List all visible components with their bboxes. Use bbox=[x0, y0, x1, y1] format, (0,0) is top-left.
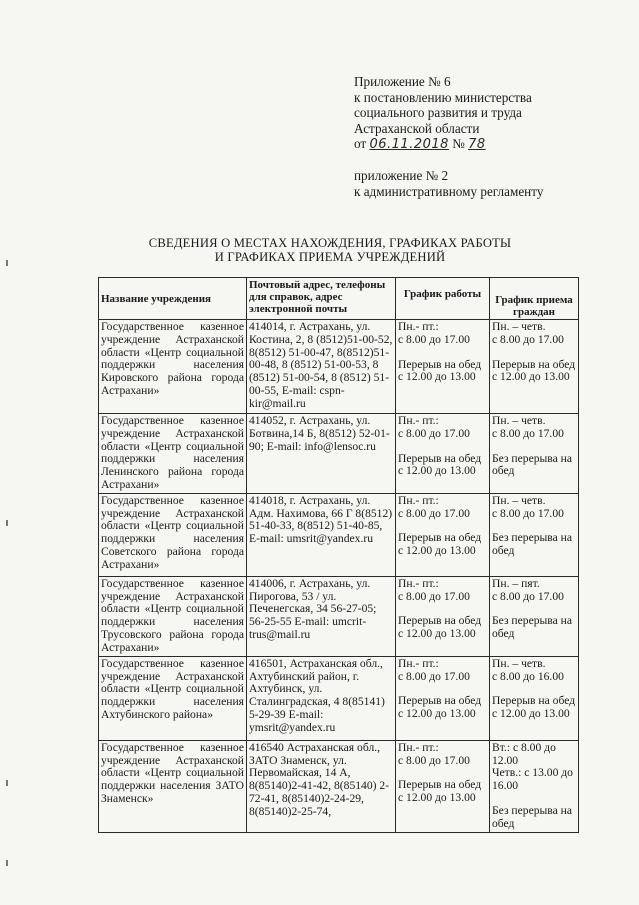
appendix-ref-line: Астраханской области bbox=[354, 120, 480, 136]
work-break: Перерыв на обед с 12.00 до 13.00 bbox=[398, 614, 482, 641]
header-reception-schedule: График приема граждан bbox=[490, 278, 579, 320]
institution-address: 416501, Астраханская обл., Ахтубинский район, г. Ахтубинск, ул. Сталинградская, 4 8(85141) 5-29-39 E-mail: ymsrit@yandex.ru bbox=[247, 656, 396, 740]
appendix-number: Приложение № 6 bbox=[354, 74, 451, 89]
table-row bbox=[99, 740, 579, 832]
reception-days: Пн. – четв. bbox=[492, 414, 546, 427]
reception-schedule bbox=[490, 576, 579, 656]
work-hours: с 8.00 до 17.00 bbox=[398, 332, 470, 346]
scan-mark bbox=[6, 260, 8, 266]
header-work-schedule: График работы bbox=[396, 278, 490, 320]
institution-name: Государственное казенное учреждение Астраханской области «Центр социальной поддержки населения Кировского района города Астрахани» bbox=[99, 320, 247, 414]
work-days: Пн.- пт.: bbox=[398, 414, 439, 427]
title-line: И ГРАФИКАХ ПРИЕМА УЧРЕЖДЕНИЙ bbox=[214, 250, 446, 264]
reception-hours: с 8.00 до 17.00 bbox=[492, 506, 564, 520]
institution-name: Государственное казенное учреждение Астраханской области «Центр социальной поддержки населения Ахтубинского района» bbox=[99, 656, 247, 740]
institution-name: Государственное казенное учреждение Астраханской области «Центр социальной поддержки населения ЗАТО Знаменск» bbox=[99, 740, 247, 832]
scan-mark bbox=[6, 520, 8, 526]
reception-break: Без перерыва на обед bbox=[492, 803, 573, 830]
work-break: Перерыв на обед с 12.00 до 13.00 bbox=[398, 531, 482, 558]
work-schedule bbox=[396, 414, 490, 494]
appendix-ref-line: к постановлению министерства bbox=[354, 89, 532, 105]
reception-break: Без перерыва на обед bbox=[492, 531, 573, 558]
work-hours: с 8.00 до 17.00 bbox=[398, 506, 470, 520]
number-prefix: № bbox=[452, 136, 465, 152]
title-line: СВЕДЕНИЯ О МЕСТАХ НАХОЖДЕНИЯ, ГРАФИКАХ РАБОТЫ bbox=[148, 236, 512, 250]
header-address: Почтовый адрес, телефоны для справок, адрес электронной почты bbox=[247, 278, 396, 320]
work-schedule bbox=[396, 320, 490, 414]
regulation-appendix: приложение № 2 bbox=[354, 167, 449, 183]
reception-schedule bbox=[490, 656, 579, 740]
reception-hours: с 8.00 до 17.00 bbox=[492, 332, 564, 346]
reception-hours: с 8.00 до 17.00 bbox=[492, 426, 564, 440]
institution-name: Государственное казенное учреждение Астраханской области «Центр социальной поддержки населения Ленинского района города Астрахани» bbox=[99, 414, 247, 494]
work-hours: с 8.00 до 17.00 bbox=[398, 426, 470, 440]
handwritten-date: 06.11.2018 bbox=[369, 137, 449, 153]
work-break: Перерыв на обед с 12.00 до 13.00 bbox=[398, 778, 482, 805]
institution-name: Государственное казенное учреждение Астраханской области «Центр социальной поддержки населения Советского района города Астрахани» bbox=[99, 493, 247, 576]
work-hours: с 8.00 до 17.00 bbox=[398, 753, 470, 767]
work-days: Пн.- пт.: bbox=[398, 656, 439, 670]
table-header-row bbox=[99, 278, 579, 320]
from-prefix: от bbox=[354, 136, 367, 152]
work-days: Пн.- пт.: bbox=[398, 493, 439, 507]
institution-address: 414014, г. Астрахань, ул. Костина, 2, 8 (8512)51-00-52, 8(8512) 51-00-47, 8(8512)51-00-48, 8 (8512) 51-00-53, 8 (8512) 51-00-54, 8 (8512) 51-00-55, E-mail: cspn-kir@mail.ru bbox=[247, 320, 396, 414]
work-break: Перерыв на обед с 12.00 до 13.00 bbox=[398, 357, 482, 384]
reception-break: Без перерыва на обед bbox=[492, 614, 573, 641]
institutions-table bbox=[98, 277, 579, 833]
reception-schedule bbox=[490, 414, 579, 494]
appendix-ref-line: социального развития и труда bbox=[354, 105, 522, 121]
institution-name: Государственное казенное учреждение Астраханской области «Центр социальной поддержки населения Трусовского района города Астрахани» bbox=[99, 576, 247, 656]
reception-hours: с 8.00 до 16.00 bbox=[492, 669, 564, 683]
scan-margin-marks bbox=[6, 0, 10, 905]
work-break: Перерыв на обед с 12.00 до 13.00 bbox=[398, 694, 482, 721]
reception-break: Перерыв на обед с 12.00 до 13.00 bbox=[492, 694, 576, 721]
work-days: Пн.- пт.: bbox=[398, 320, 439, 333]
table-row bbox=[99, 576, 579, 656]
reception-break: Без перерыва на обед bbox=[492, 451, 573, 478]
work-schedule bbox=[396, 656, 490, 740]
institution-address: 414018, г. Астрахань, ул. Адм. Нахимова, 66 Г 8(8512) 51-40-33, 8(8512) 51-40-85, E-mail: umsrit@yandex.ru bbox=[247, 493, 396, 576]
work-schedule bbox=[396, 576, 490, 656]
handwritten-number: 78 bbox=[468, 137, 486, 153]
work-hours: с 8.00 до 17.00 bbox=[398, 589, 470, 603]
table-row bbox=[99, 493, 579, 576]
reception-break: Перерыв на обед с 12.00 до 13.00 bbox=[492, 357, 576, 384]
scan-mark bbox=[6, 860, 8, 866]
reception-hours: Четв.: с 13.00 до 16.00 bbox=[492, 766, 573, 793]
table-row bbox=[99, 320, 579, 414]
reception-days: Вт.: с 8.00 до 12.00 bbox=[492, 740, 556, 767]
work-schedule bbox=[396, 740, 490, 832]
resolution-date-line bbox=[354, 136, 594, 153]
work-hours: с 8.00 до 17.00 bbox=[398, 669, 470, 683]
work-days: Пн.- пт.: bbox=[398, 740, 439, 754]
regulation-appendix-ref: к административному регламенту bbox=[354, 183, 544, 199]
document-title bbox=[100, 236, 560, 264]
reception-days: Пн. – четв. bbox=[492, 493, 546, 507]
reception-days: Пн. – четв. bbox=[492, 320, 546, 333]
appendix-header bbox=[354, 74, 594, 199]
reception-schedule bbox=[490, 493, 579, 576]
table-row bbox=[99, 414, 579, 494]
scan-mark bbox=[6, 780, 8, 786]
work-break: Перерыв на обед с 12.00 до 13.00 bbox=[398, 451, 482, 478]
table-row bbox=[99, 656, 579, 740]
institution-address: 416540 Астраханская обл., ЗАТО Знаменск, ул. Первомайская, 14 А, 8(85140)2-41-42, 8(85140) 2-72-41, 8(85140)2-24-29, 8(85140)2-25-74, bbox=[247, 740, 396, 832]
reception-days: Пн. – пят. bbox=[492, 576, 540, 590]
reception-days: Пн. – четв. bbox=[492, 656, 546, 670]
reception-schedule bbox=[490, 320, 579, 414]
reception-hours: с 8.00 до 17.00 bbox=[492, 589, 564, 603]
institution-address: 414052, г. Астрахань, ул. Ботвина,14 Б, 8(8512) 52-01-90; E-mail: info@lensoc.ru bbox=[247, 414, 396, 494]
work-days: Пн.- пт.: bbox=[398, 576, 439, 590]
header-institution-name: Название учреждения bbox=[99, 278, 247, 320]
work-schedule bbox=[396, 493, 490, 576]
reception-schedule bbox=[490, 740, 579, 832]
institution-address: 414006, г. Астрахань, ул. Пирогова, 53 / ул. Печенегская, 34 56-27-05; 56-25-55 E-mail: umcrit-trus@mail.ru bbox=[247, 576, 396, 656]
